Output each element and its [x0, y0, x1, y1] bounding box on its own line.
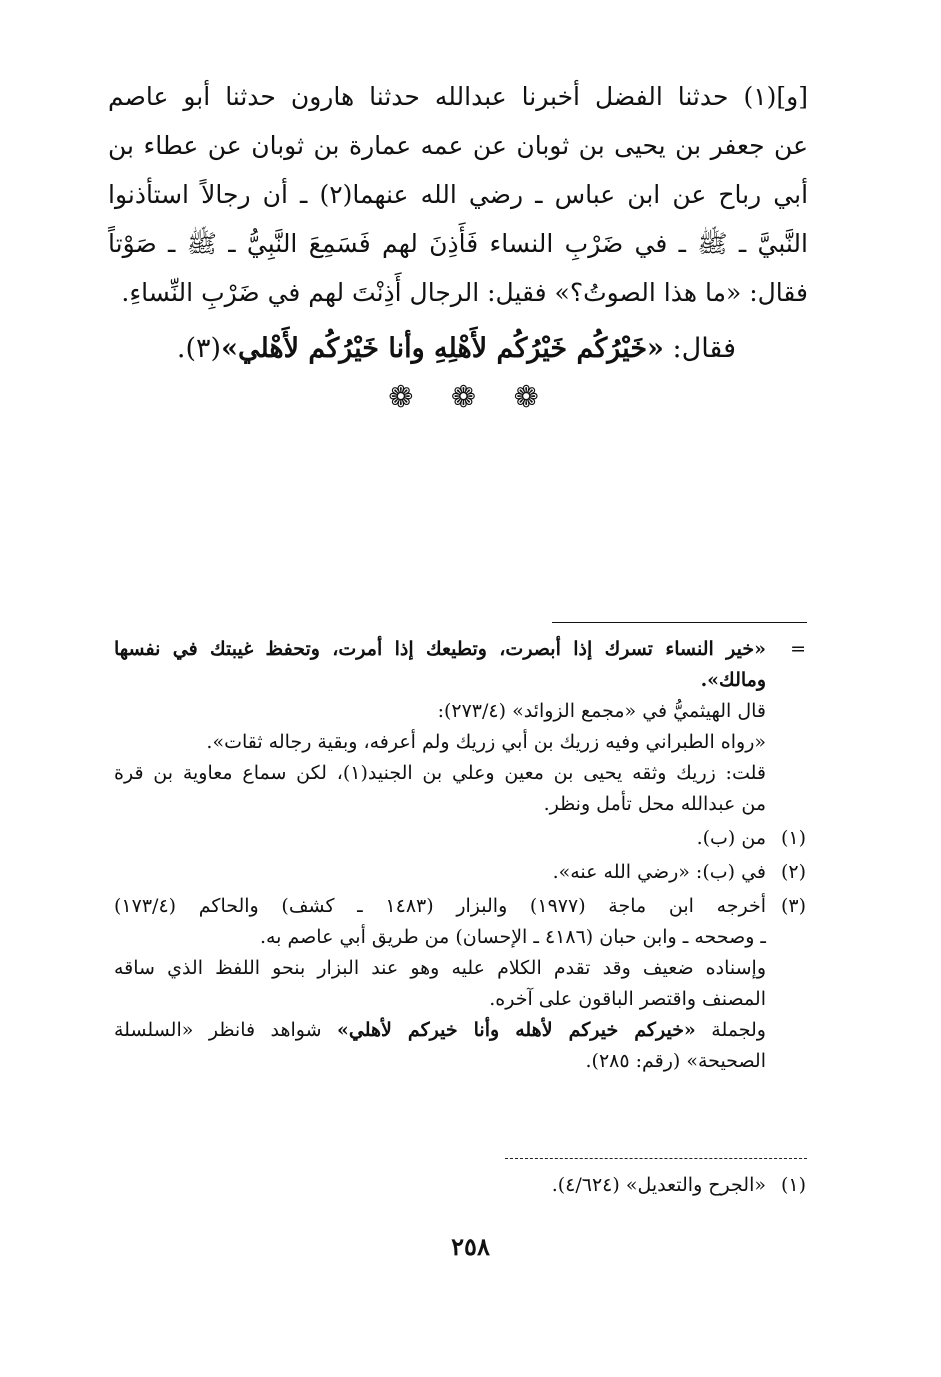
footnote-mark: (٣): [780, 895, 806, 917]
main-text-line: عن جعفر بن يحيى بن ثوبان عن عمه عمارة بن ثوبان عن عطاء بن: [108, 131, 808, 160]
footnote-line: «خير النساء تسرك إذا أبصرت، وتطيعك إذا أمرت، وتحفظ غيبتك في نفسها: [114, 638, 766, 660]
footnote-2: [114, 857, 806, 888]
footnote-line: قال الهيثميُّ في «مجمع الزوائد» (٢٧٣/٤):: [437, 700, 766, 722]
saying-quote: «خَيْرُكُم خَيْرُكُم لأَهْلِهِ وأنا خَيْرُكُم لأَهْلي»: [221, 333, 664, 364]
saying-intro: فقال:: [663, 333, 736, 364]
footnote-line: قلت: زريك وثقه يحيى بن معين وعلي بن الجنيد(١)، لكن سماع معاوية بن قرة: [114, 762, 766, 784]
footnote-line: ومالك».: [700, 669, 766, 691]
main-text: [108, 72, 808, 381]
footnote-dashed-divider: [505, 1158, 807, 1159]
footnote-line: أخرجه ابن ماجة (١٩٧٧) والبزار (١٤٨٣ ـ كشف) والحاكم (١٧٣/٤): [114, 895, 767, 917]
secondary-footnote-1: [114, 1170, 806, 1201]
main-text-line: [و](١) حدثنا الفضل أخبرنا عبدالله حدثنا هارون حدثنا أبو عاصم: [108, 82, 808, 111]
footnote-text: شواهد فانظر «السلسلة: [114, 1019, 338, 1041]
footnote-line: المصنف واقتصر الباقون على آخره.: [489, 988, 766, 1010]
footnote-line: «الجرح والتعديل» (٤/٦٢٤).: [551, 1174, 766, 1196]
footnote-line: [114, 1015, 766, 1046]
footnote-line: ـ وصححه ـ وابن حبان (٤١٨٦ ـ الإحسان) من طريق أبي عاصم به.: [259, 926, 766, 948]
main-text-line: النَّبيَّ ـ ﷺ ـ في ضَرْبِ النساء فَأَذِنَ لهم فَسَمِعَ النَّبِيُّ ـ ﷺ ـ صَوْتاً: [108, 229, 808, 258]
footnotes: [114, 634, 806, 1077]
footnote-1: [114, 823, 806, 854]
continuation-mark: =: [790, 638, 806, 660]
footnote-mark: (١): [780, 827, 806, 849]
saying-footnote-ref: (٣).: [176, 333, 222, 364]
main-text-line: فقال: «ما هذا الصوتُ؟» فقيل: الرجال أَذِنْتَ لهم في ضَرْبِ النِّساءِ.: [121, 278, 808, 307]
section-separator-ornament: ❁ ❁ ❁: [388, 380, 553, 415]
secondary-footnotes: [114, 1170, 806, 1201]
main-text-line: أبي رباح عن ابن عباس ـ رضي الله عنهما(٢) ـ أن رجالاً استأذنوا: [108, 180, 809, 209]
footnote-continuation: [114, 634, 806, 820]
footnote-text: ولجملة: [695, 1019, 766, 1041]
footnote-mark: (٢): [780, 861, 806, 883]
footnote-bold-quote: «خيركم خيركم لأهله وأنا خيركم لأهلي»: [337, 1019, 696, 1041]
footnote-line: من (ب).: [696, 827, 766, 849]
footnote-line: «رواه الطبراني وفيه زريك بن أبي زريك ولم أعرفه، وبقية رجاله ثقات».: [206, 731, 766, 753]
page-number: ٢٥٨: [451, 1232, 490, 1261]
footnote-line: في (ب): «رضي الله عنه».: [552, 861, 766, 883]
footnote-line: وإسناده ضعيف وقد تقدم الكلام عليه وهو عند البزار بنحو اللفظ الذي ساقه: [114, 957, 766, 979]
footnote-3: [114, 891, 806, 1077]
footnote-line: الصحيحة» (رقم: ٢٨٥).: [585, 1050, 766, 1072]
footnote-line: من عبدالله محل تأمل ونظر.: [543, 793, 766, 815]
prophetic-saying: [108, 317, 808, 381]
footnote-mark: (١): [780, 1174, 806, 1196]
footnote-divider: [552, 622, 807, 623]
